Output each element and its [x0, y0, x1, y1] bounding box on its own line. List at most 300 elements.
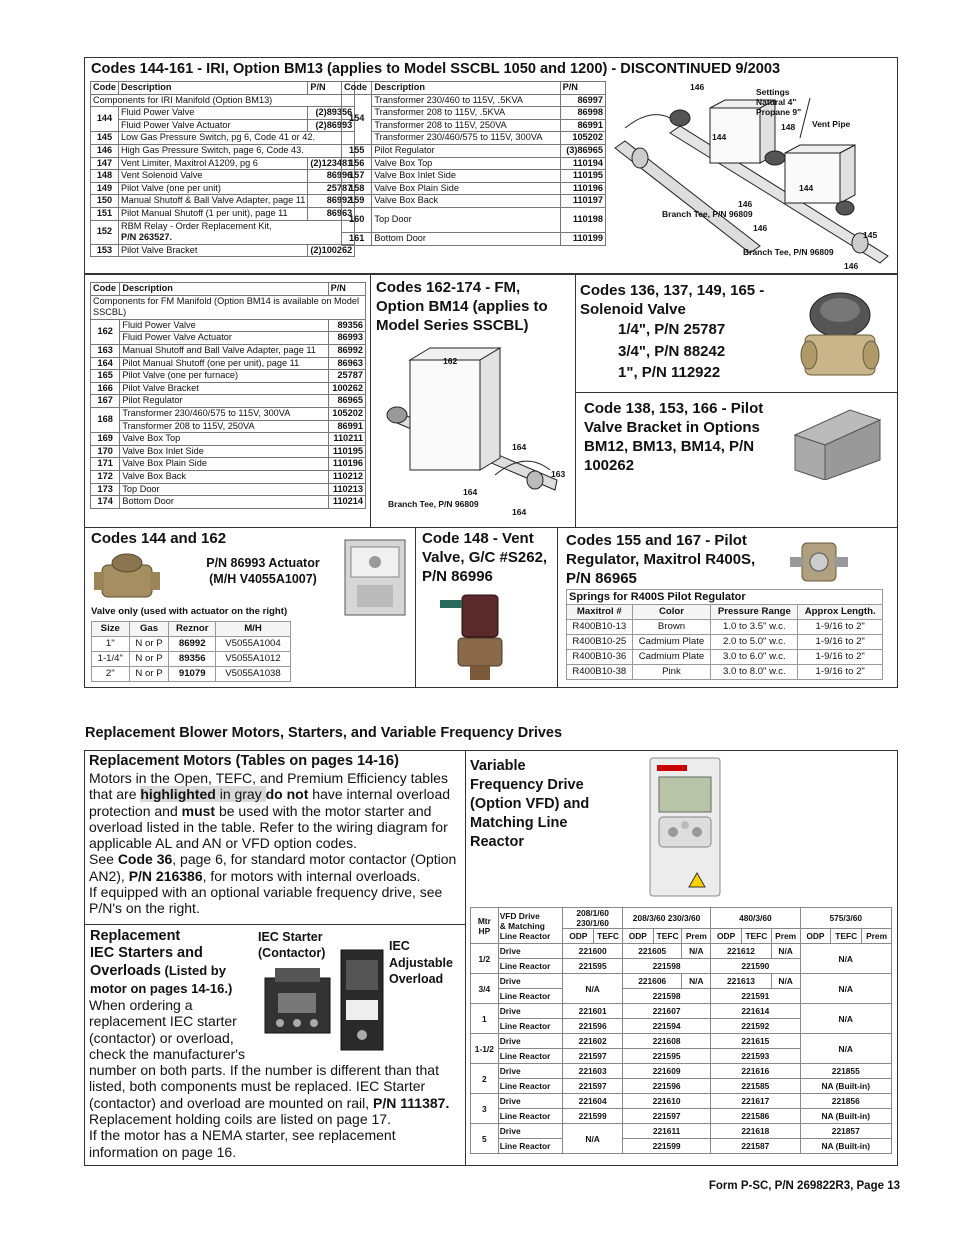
cell: N/A	[771, 944, 800, 959]
sub-header: TEFC	[831, 929, 862, 944]
vent-valve-image	[440, 590, 520, 682]
cell: 221610	[622, 1094, 710, 1109]
cell: 221597	[563, 1049, 623, 1064]
title-line: Matching Line	[470, 815, 568, 831]
code: 151	[91, 207, 119, 220]
diagram-label: Branch Tee, P/N 96809	[743, 247, 834, 257]
hp: 1-1/2	[471, 1034, 499, 1064]
title-line: Frequency Drive	[470, 777, 584, 793]
text-line	[89, 1095, 461, 1111]
bracket-image	[790, 405, 885, 480]
code: 161	[342, 232, 372, 245]
col-voltage: 480/3/60	[711, 908, 800, 929]
pn: (3)86965	[560, 144, 605, 157]
hp: 1/2	[471, 944, 499, 974]
pn: 110194	[560, 157, 605, 170]
cell: NA (Built-in)	[800, 1139, 891, 1154]
motors-line	[89, 803, 461, 819]
solenoid-valve-image	[795, 290, 885, 385]
col-code: Code	[91, 283, 120, 296]
pn: 110197	[560, 195, 605, 208]
cell: 221590	[711, 959, 800, 974]
reactor-label: Line Reactor	[498, 1049, 563, 1064]
code: 145	[91, 132, 119, 145]
cell: 221605	[622, 944, 682, 959]
cell: Brown	[632, 620, 711, 635]
cell: 221613	[711, 974, 772, 989]
cell: N/A	[800, 944, 891, 974]
desc: Valve Box Inlet Side	[372, 170, 560, 183]
pn: 86996	[308, 170, 355, 183]
code: 171	[91, 458, 120, 471]
diagram-label: 163	[551, 469, 566, 479]
text: protection and	[89, 802, 182, 819]
cell: 221607	[622, 1004, 710, 1019]
motors-line	[89, 851, 461, 867]
divider	[415, 527, 416, 688]
cell: 221602	[563, 1034, 623, 1049]
pn: 110196	[560, 182, 605, 195]
bracket-drawing	[790, 405, 885, 480]
cell: 2.0 to 5.0" w.c.	[711, 635, 798, 650]
desc: Top Door	[372, 207, 560, 232]
code: 164	[91, 357, 120, 370]
text: , for motors with internal overloads.	[202, 867, 421, 884]
label-line: Adjustable	[389, 955, 453, 970]
bracket-title: Code 138, 153, 166 - Pilot Valve Bracket in Options BM12, BM13, BM14, P/N 100262	[584, 400, 764, 474]
desc-line: RBM Relay - Order Replacement Kit,	[120, 220, 272, 231]
cell: 1-9/16 to 2"	[798, 650, 883, 665]
title-line: motor on pages 14-16.)	[90, 981, 233, 996]
diagram-label: 144	[712, 132, 727, 142]
desc: Fluid Power Valve Actuator	[120, 332, 328, 345]
desc: Vent Limiter, Maxitrol A1209, pg 6	[118, 157, 307, 170]
desc: Bottom Door	[120, 496, 328, 509]
drive-label: Drive	[498, 1034, 563, 1049]
col-vfd	[498, 908, 563, 944]
cell: 221609	[622, 1064, 710, 1079]
page-footer: Form P-SC, P/N 269822R3, Page 13	[708, 1180, 900, 1192]
desc: Valve Box Back	[372, 195, 560, 208]
pn: (2)86993	[308, 119, 355, 132]
col-pressure-range: Pressure Range	[711, 605, 798, 620]
text: in gray	[215, 786, 266, 803]
diagram-label: 146	[844, 261, 859, 271]
motors-line: Motors in the Open, TEFC, and Premium Efficiency tables	[89, 770, 448, 786]
regulator-image	[790, 535, 850, 590]
pn: 86963	[308, 207, 355, 220]
text-line: replacement IEC starter	[89, 1013, 237, 1030]
pn: 86991	[328, 420, 365, 433]
cell: 221595	[563, 959, 623, 974]
motors-line	[89, 868, 461, 884]
drive-label: Drive	[498, 974, 563, 989]
text: Code 36	[117, 851, 173, 868]
code: 172	[91, 470, 120, 483]
iri-table-left	[90, 81, 353, 257]
code: 162	[91, 319, 120, 344]
col-pn: P/N	[308, 82, 355, 95]
cell: Pink	[632, 665, 711, 680]
desc: Pilot Manual Shutoff (one per unit), page 11	[120, 357, 328, 370]
cell: 221597	[563, 1079, 623, 1094]
text-line: When ordering a	[89, 997, 193, 1013]
desc: Transformer 230/460/575 to 115V, 300VA	[120, 407, 328, 420]
code: 170	[91, 445, 120, 458]
vent-drawing	[440, 590, 520, 682]
reactor-label: Line Reactor	[498, 1139, 563, 1154]
actuator-drawing	[337, 535, 412, 620]
diagram-label: 144	[799, 183, 814, 193]
sub-header: Prem	[682, 929, 711, 944]
cell: 221600	[563, 944, 623, 959]
desc: Fluid Power Valve	[120, 319, 328, 332]
code: 158	[342, 182, 372, 195]
cell: 1-9/16 to 2"	[798, 665, 883, 680]
cell: NA (Built-in)	[800, 1109, 891, 1124]
vfd-drawing	[645, 755, 725, 900]
drive-label: Drive	[498, 1124, 563, 1139]
text: must	[181, 802, 216, 819]
sub-header: Prem	[771, 929, 800, 944]
code: 157	[342, 170, 372, 183]
text: (contactor) and overload are mounted on rail,	[89, 1094, 374, 1111]
cell: R400B10-36	[567, 650, 633, 665]
cell: 1-9/16 to 2"	[798, 620, 883, 635]
divider	[575, 274, 576, 528]
cell: 221617	[711, 1094, 800, 1109]
desc: Valve Box Back	[120, 470, 328, 483]
pn: 110211	[328, 433, 365, 446]
desc: Fluid Power Valve	[118, 107, 307, 120]
reactor-label: Line Reactor	[498, 1109, 563, 1124]
cell: 221611	[622, 1124, 710, 1139]
cell: 221597	[622, 1109, 710, 1124]
title-line: IEC Starters and	[90, 945, 203, 961]
cell: 221596	[563, 1019, 623, 1034]
motors-line: P/N's on the right.	[89, 900, 200, 917]
hp: 2	[471, 1064, 499, 1094]
iri-title: Codes 144-161 - IRI, Option BM13 (applies to Model SSCBL 1050 and 1200) - DISCONTINUED 9/2003	[91, 61, 781, 77]
divider	[465, 750, 466, 1166]
text: that are	[89, 786, 141, 803]
diagram-label: Settings	[756, 87, 790, 97]
desc: High Gas Pressure Switch, page 6, Code 43.	[118, 144, 354, 157]
diagram-label: 162	[443, 356, 458, 366]
pn: 110199	[560, 232, 605, 245]
text: See	[89, 851, 118, 868]
desc: Pilot Valve (one per unit)	[118, 182, 307, 195]
desc: Bottom Door	[372, 232, 560, 245]
cell: 1-9/16 to 2"	[798, 635, 883, 650]
actuator-label-2: (M/H V4055A1007)	[209, 572, 317, 586]
cell: 221614	[711, 1004, 800, 1019]
valve-drawing	[92, 550, 162, 605]
motors-text	[89, 752, 461, 917]
col-mh: M/H	[215, 622, 290, 637]
text-line: Replacement holding coils are listed on page 17.	[89, 1111, 391, 1128]
col-voltage: 575/3/60	[800, 908, 891, 929]
col-size: Size	[92, 622, 130, 637]
text-line: number on both parts. If the number is different than that	[89, 1062, 439, 1079]
col-reznor: Reznor	[169, 622, 216, 637]
diagram-label: 164	[463, 487, 478, 497]
col-voltage: 208/3/60 230/3/60	[622, 908, 710, 929]
sub-header: ODP	[711, 929, 742, 944]
code: 160	[342, 207, 372, 232]
col-pn: P/N	[328, 283, 365, 296]
cell: 221608	[622, 1034, 710, 1049]
col-code: Code	[342, 82, 372, 95]
pn: 110213	[328, 483, 365, 496]
pn: (2)123481	[308, 157, 355, 170]
cell: 221606	[622, 974, 682, 989]
diagram-label: Branch Tee, P/N 96809	[388, 499, 479, 509]
motors-line: applicable AL and AN or VFD option codes.	[89, 835, 357, 852]
diagram-label: 148	[781, 122, 796, 132]
desc: Top Door	[120, 483, 328, 496]
pn: 110212	[328, 470, 365, 483]
diagram-label: Natural 4"	[756, 97, 797, 107]
pn: 25787	[328, 370, 365, 383]
divider	[557, 527, 558, 688]
pn: 89356	[328, 319, 365, 332]
cell: 221604	[563, 1094, 623, 1109]
cell: N or P	[129, 652, 169, 667]
overload-label	[389, 938, 453, 988]
cell: 221586	[711, 1109, 800, 1124]
solenoid-title: Codes 136, 137, 149, 165 - Solenoid Valve	[580, 282, 765, 318]
code: 150	[91, 195, 119, 208]
cell: R400B10-25	[567, 635, 633, 650]
cell: R400B10-13	[567, 620, 633, 635]
desc: Transformer 208 to 115V, 250VA	[120, 420, 328, 433]
valve-table	[91, 621, 291, 682]
desc: Valve Box Top	[372, 157, 560, 170]
reactor-label: Line Reactor	[498, 1019, 563, 1034]
sub-header: ODP	[563, 929, 594, 944]
valve-caption: Valve only (used with actuator on the right)	[91, 606, 288, 617]
cell: 1-1/4"	[92, 652, 130, 667]
motors-title: Replacement Motors (Tables on pages 14-16)	[89, 753, 399, 769]
col-description: Description	[118, 82, 307, 95]
code: 159	[342, 195, 372, 208]
manifold-drawing	[610, 78, 895, 273]
col-gas: Gas	[129, 622, 169, 637]
header-line: & Matching	[499, 920, 545, 931]
text: (Listed by	[160, 963, 226, 978]
text: , page 6, for standard motor contactor (Option	[172, 851, 457, 868]
cell: N/A	[682, 944, 711, 959]
pn: 110196	[328, 458, 365, 471]
label-line: Overload	[389, 972, 444, 986]
desc: Transformer 208 to 115V, .5KVA	[372, 107, 560, 120]
actuator-label-1: P/N 86993 Actuator	[206, 556, 320, 570]
solenoid-line: 3/4", P/N 88242	[618, 343, 726, 360]
desc: Valve Box Top	[120, 433, 328, 446]
cell: 1"	[92, 637, 130, 652]
cell: 221618	[711, 1124, 800, 1139]
components-note: Components for FM Manifold (Option BM14 is available on Model SSCBL)	[91, 295, 366, 319]
pn: (2)89356	[308, 107, 355, 120]
diagram-label: Vent Pipe	[812, 119, 851, 129]
desc: Pilot Regulator	[120, 395, 328, 408]
desc: Pilot Valve Bracket	[120, 382, 328, 395]
cell: V5055A1004	[215, 637, 290, 652]
pn: 110195	[560, 170, 605, 183]
drive-label: Drive	[498, 1094, 563, 1109]
pn: 86963	[328, 357, 365, 370]
cell: N/A	[800, 1004, 891, 1034]
vfd-image	[645, 755, 725, 900]
desc: Vent Solenoid Valve	[118, 170, 307, 183]
code: 169	[91, 433, 120, 446]
cell: 221857	[800, 1124, 891, 1139]
pn: 110195	[328, 445, 365, 458]
code: 166	[91, 382, 120, 395]
motors-line	[89, 786, 461, 802]
cell: N/A	[800, 1034, 891, 1064]
code: 149	[91, 182, 119, 195]
code: 148	[91, 170, 119, 183]
col-description: Description	[120, 283, 328, 296]
col-description: Description	[372, 82, 560, 95]
highlighted-text: highlighted	[140, 786, 216, 803]
text: P/N 216386	[128, 867, 203, 884]
cell: 221612	[711, 944, 772, 959]
fm-drawing	[385, 340, 570, 515]
code: 153	[91, 244, 119, 257]
pn: 86997	[560, 94, 605, 107]
cell: 1.0 to 3.5" w.c.	[711, 620, 798, 635]
cell: 221595	[622, 1049, 710, 1064]
text: Overloads	[90, 963, 161, 979]
desc: Fluid Power Valve Actuator	[118, 119, 307, 132]
cell: 3.0 to 6.0" w.c.	[711, 650, 798, 665]
code: 167	[91, 395, 120, 408]
desc: Transformer 208 to 115V, 250VA	[372, 119, 560, 132]
cell: 86992	[169, 637, 216, 652]
code: 155	[342, 144, 372, 157]
springs-table	[566, 589, 883, 680]
code: 168	[91, 407, 120, 432]
label-line: (Contactor)	[258, 946, 326, 960]
cell: N/A	[563, 974, 623, 1004]
cell: Cadmium Plate	[632, 650, 711, 665]
hp: 3/4	[471, 974, 499, 1004]
divider	[370, 274, 371, 528]
cell: 221591	[711, 989, 800, 1004]
cell: 221599	[622, 1139, 710, 1154]
pn: 86992	[308, 195, 355, 208]
iri-manifold-diagram	[610, 78, 895, 273]
cell: 221598	[622, 959, 710, 974]
col-code: Code	[91, 82, 119, 95]
label-line: IEC	[389, 939, 410, 953]
vfd-table	[470, 907, 892, 1154]
cell: 221593	[711, 1049, 800, 1064]
desc: Manual Shutoff & Ball Valve Adapter, page 11	[118, 195, 307, 208]
cell: N/A	[800, 974, 891, 1004]
actuator-image	[337, 535, 412, 620]
code: 165	[91, 370, 120, 383]
desc: Pilot Valve (one per furnace)	[120, 370, 328, 383]
label-line: IEC Starter	[258, 930, 323, 944]
title-line: (Option VFD) and	[470, 796, 590, 812]
desc: Valve Box Plain Side	[120, 458, 328, 471]
hp: 3	[471, 1094, 499, 1124]
drive-label: Drive	[498, 1064, 563, 1079]
springs-table-title: Springs for R400S Pilot Regulator	[567, 590, 883, 605]
drive-label: Drive	[498, 1004, 563, 1019]
pn: 105202	[560, 132, 605, 145]
col-color: Color	[632, 605, 711, 620]
desc: Pilot Manual Shutoff (1 per unit), page 11	[118, 207, 307, 220]
desc	[118, 220, 354, 244]
cell: 221615	[711, 1034, 800, 1049]
cell: 221603	[563, 1064, 623, 1079]
pn: 100262	[328, 382, 365, 395]
pn: 86965	[328, 395, 365, 408]
pn: 25787	[308, 182, 355, 195]
fluid-valve-image	[92, 550, 162, 605]
code: 156	[342, 157, 372, 170]
sub-header: TEFC	[742, 929, 772, 944]
section-heading: Replacement Blower Motors, Starters, and Variable Frequency Drives	[85, 725, 563, 741]
divider	[84, 924, 465, 925]
pn: 105202	[328, 407, 365, 420]
text-line: check the manufacturer's	[89, 1045, 245, 1062]
fm-table	[90, 282, 366, 509]
pn: 86998	[560, 107, 605, 120]
diagram-label: Branch Tee, P/N 96809	[662, 209, 753, 219]
valves-title: Codes 144 and 162	[91, 530, 227, 547]
desc: Valve Box Plain Side	[372, 182, 560, 195]
diagram-label: 145	[863, 230, 878, 240]
text: AN2),	[89, 867, 129, 884]
diagram-label: 164	[512, 442, 527, 452]
cell: N/A	[563, 1124, 623, 1154]
regulator-drawing	[790, 535, 850, 590]
solenoid-line: 1", P/N 112922	[618, 364, 721, 381]
cell: V5055A1012	[215, 652, 290, 667]
motors-line: overload listed in the table. Refer to the wiring diagram for	[89, 818, 448, 835]
cell: 221601	[563, 1004, 623, 1019]
diagram-label: 146	[738, 199, 753, 209]
code: 152	[91, 220, 119, 244]
title-line: Replacement	[90, 928, 181, 944]
text-line: (contactor) or overload,	[89, 1029, 234, 1046]
desc: Transformer 230/460/575 to 115V, 300VA	[372, 132, 560, 145]
title-line	[90, 962, 255, 980]
pn: 110214	[328, 496, 365, 509]
sub-header: TEFC	[653, 929, 682, 944]
sub-header: ODP	[622, 929, 653, 944]
desc: Manual Shutoff and Ball Valve Adapter, page 11	[120, 344, 328, 357]
cell: 91079	[169, 667, 216, 682]
cell: 221585	[711, 1079, 800, 1094]
cell: 89356	[169, 652, 216, 667]
desc-line: P/N 263527.	[120, 232, 173, 243]
vent-title: Code 148 - Vent Valve, G/C #S262, P/N 86996	[422, 530, 548, 585]
diagram-label: 146	[690, 82, 705, 92]
regulator-title: Codes 155 and 167 - Pilot Regulator, Maxitrol R400S, P/N 86965	[566, 532, 756, 587]
code: 163	[91, 344, 120, 357]
reactor-label: Line Reactor	[498, 989, 563, 1004]
pn: 86992	[328, 344, 365, 357]
iec-title	[90, 928, 255, 997]
cell: N or P	[129, 667, 169, 682]
